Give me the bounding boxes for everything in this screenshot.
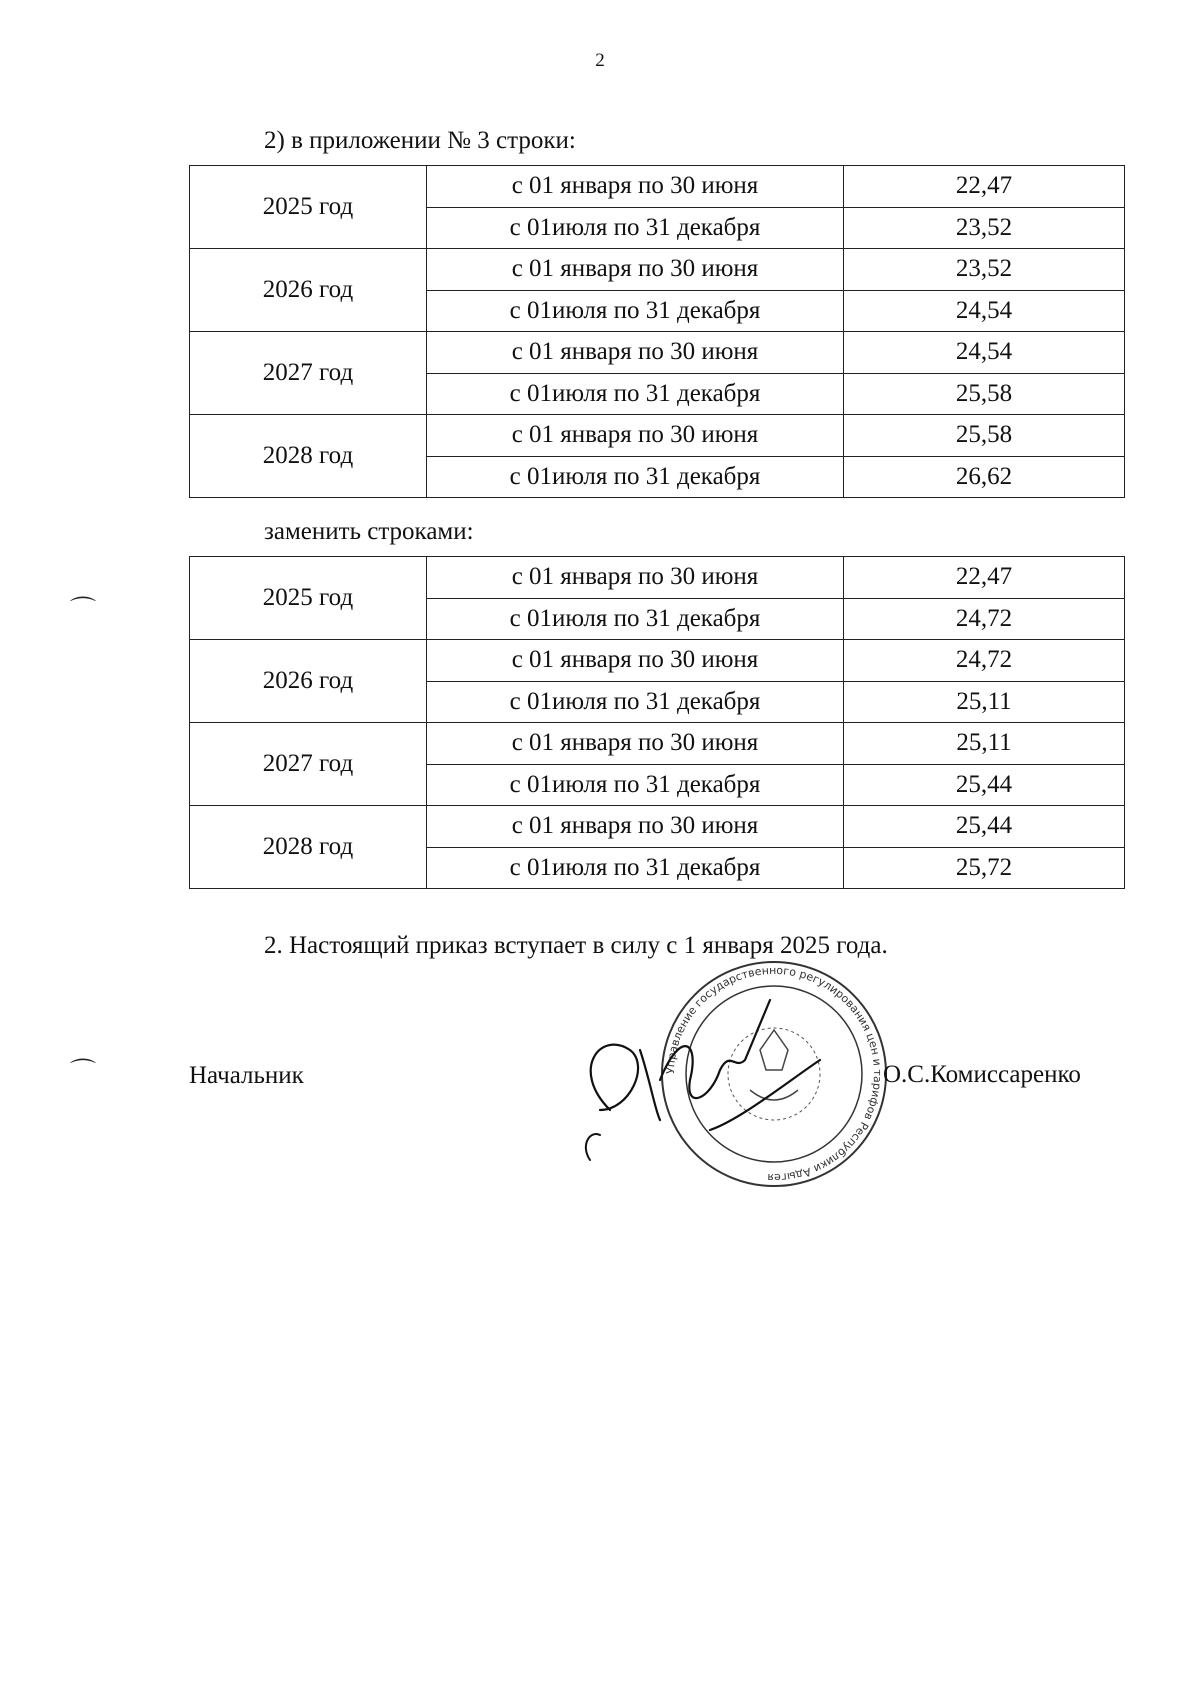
table-row: [190, 332, 1125, 374]
page-number: 2: [595, 50, 605, 71]
period-cell: с 01 января по 30 июня: [427, 249, 844, 291]
period-cell: с 01июля по 31 декабря: [427, 764, 844, 806]
tariff-value-cell: 25,58: [844, 373, 1125, 415]
year-cell: 2026 год: [190, 249, 427, 332]
year-cell: 2027 год: [190, 332, 427, 415]
period-cell: с 01 января по 30 июня: [427, 332, 844, 374]
period-cell: с 01июля по 31 декабря: [427, 598, 844, 640]
period-cell: с 01 января по 30 июня: [427, 557, 844, 599]
period-cell: с 01 января по 30 июня: [427, 723, 844, 765]
tariff-value-cell: 25,44: [844, 806, 1125, 848]
tariff-value-cell: 24,72: [844, 598, 1125, 640]
table-row: [190, 415, 1125, 457]
period-cell: с 01 января по 30 июня: [427, 806, 844, 848]
period-cell: с 01июля по 31 декабря: [427, 847, 844, 889]
margin-mark: ⌒: [70, 1058, 97, 1087]
stamp-text: Управление государственного регулирования цен и тарифов Республики Адыгея: [663, 963, 885, 1185]
period-cell: с 01 января по 30 июня: [427, 640, 844, 682]
table-row: [190, 249, 1125, 291]
signatory-position: Начальник: [189, 1062, 304, 1089]
period-cell: с 01 января по 30 июня: [427, 415, 844, 457]
tariff-value-cell: 22,47: [844, 557, 1125, 599]
table-row: [190, 557, 1125, 599]
tariff-value-cell: 25,44: [844, 764, 1125, 806]
tariff-value-cell: 24,54: [844, 290, 1125, 332]
period-cell: с 01июля по 31 декабря: [427, 290, 844, 332]
period-cell: с 01июля по 31 декабря: [427, 207, 844, 249]
old-tariff-table: [189, 165, 1125, 498]
effective-date-clause: 2. Настоящий приказ вступает в силу с 1 января 2025 года.: [264, 932, 888, 959]
period-cell: с 01июля по 31 декабря: [427, 456, 844, 498]
tariff-value-cell: 24,72: [844, 640, 1125, 682]
table-row: [190, 723, 1125, 765]
signatory-name: О.С.Комиссаренко: [883, 1061, 1081, 1088]
period-cell: с 01июля по 31 декабря: [427, 681, 844, 723]
table-row: [190, 166, 1125, 208]
intro-paragraph: 2) в приложении № 3 строки:: [264, 127, 576, 154]
period-cell: с 01июля по 31 декабря: [427, 373, 844, 415]
tariff-value-cell: 25,58: [844, 415, 1125, 457]
tariff-value-cell: 25,11: [844, 681, 1125, 723]
year-cell: 2025 год: [190, 166, 427, 249]
tariff-value-cell: 23,52: [844, 207, 1125, 249]
new-tariff-table: [189, 556, 1125, 889]
year-cell: 2028 год: [190, 415, 427, 498]
replace-label: заменить строками:: [264, 518, 474, 545]
year-cell: 2028 год: [190, 806, 427, 889]
period-cell: с 01 января по 30 июня: [427, 166, 844, 208]
tariff-value-cell: 26,62: [844, 456, 1125, 498]
tariff-value-cell: 23,52: [844, 249, 1125, 291]
tariff-value-cell: 25,72: [844, 847, 1125, 889]
table-row: [190, 806, 1125, 848]
year-cell: 2025 год: [190, 557, 427, 640]
year-cell: 2027 год: [190, 723, 427, 806]
tariff-value-cell: 24,54: [844, 332, 1125, 374]
tariff-value-cell: 22,47: [844, 166, 1125, 208]
tariff-value-cell: 25,11: [844, 723, 1125, 765]
year-cell: 2026 год: [190, 640, 427, 723]
margin-mark: ⌒: [70, 596, 97, 625]
table-row: [190, 640, 1125, 682]
